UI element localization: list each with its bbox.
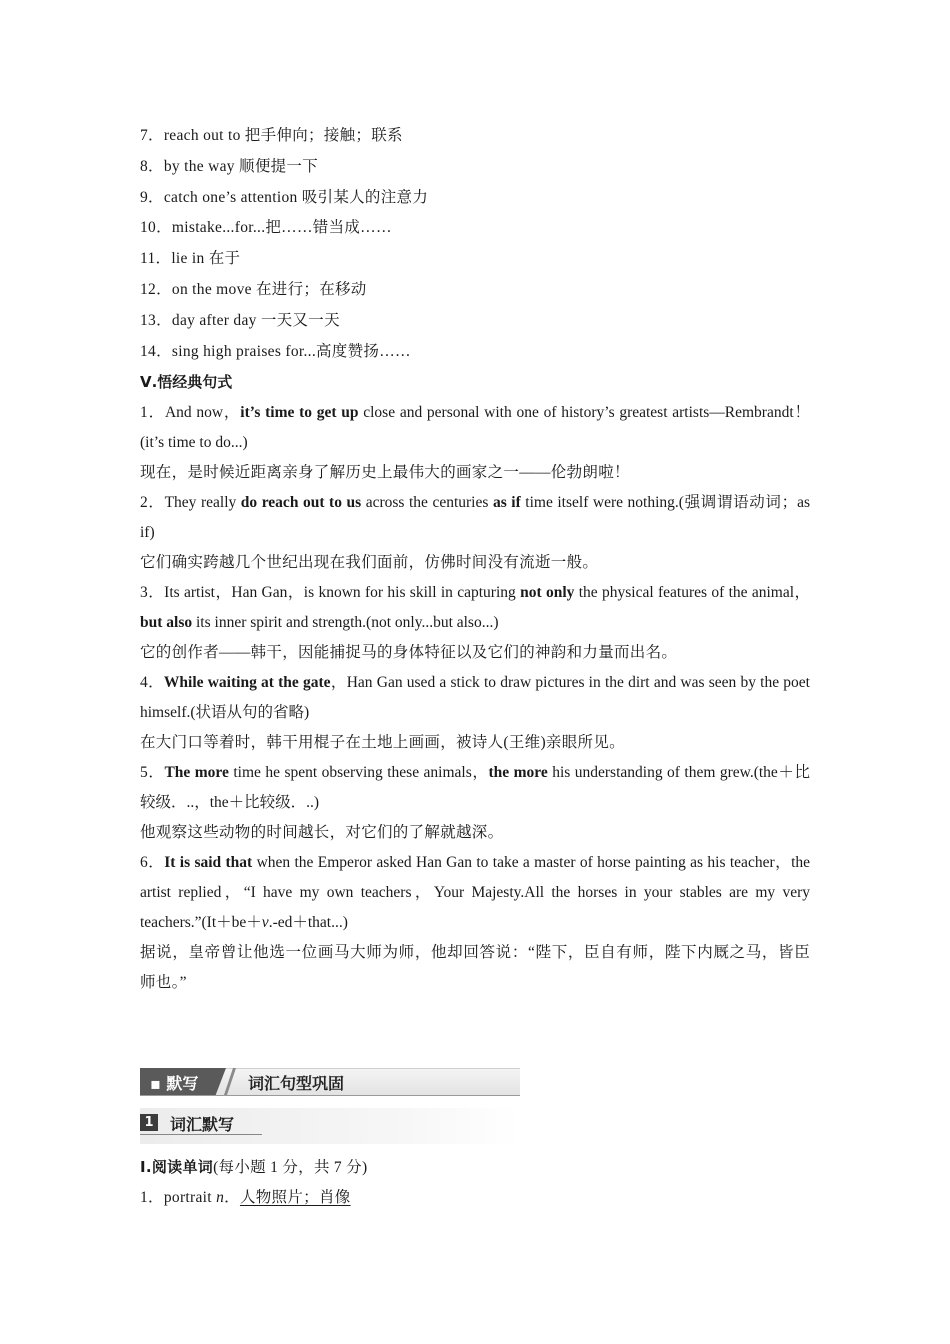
section-banner bbox=[140, 1066, 520, 1096]
sentence-2-zh: 它们确实跨越几个世纪出现在我们面前，仿佛时间没有流逝一般。 bbox=[140, 554, 599, 572]
sentence-5-en: 5．The more time he spent observing these animals，the more his understanding of them grew.(the＋比较级．..，the＋比较级．..) bbox=[140, 764, 810, 812]
answer-text: 人物照片；肖像 bbox=[239, 1188, 351, 1206]
exercise-item-1: 1．portrait n．人物照片；肖像 bbox=[140, 1188, 351, 1206]
sentence-4-zh: 在大门口等着时，韩干用棍子在土地上画画，被诗人(王维)亲眼所见。 bbox=[140, 734, 625, 752]
sentence-3-zh: 它的创作者——韩干，因能捕捉马的身体特征以及它们的神韵和力量而出名。 bbox=[140, 644, 678, 662]
number-badge-icon: 1 bbox=[140, 1114, 158, 1131]
phrase-item-9: 9．catch one’s attention 吸引某人的注意力 bbox=[140, 188, 429, 206]
phrase-item-10: 10．mistake...for...把……错当成…… bbox=[140, 219, 392, 237]
sentence-4-en: 4．While waiting at the gate，Han Gan used a stick to draw pictures in the dirt and was seen by the poet himself.(状语从句的省略) bbox=[140, 674, 810, 722]
document-body bbox=[140, 121, 810, 998]
banner-right-label: 词汇句型巩固 bbox=[248, 1074, 345, 1093]
exercise-heading: Ⅰ.阅读单词(每小题 1 分，共 7 分) bbox=[140, 1158, 368, 1176]
phrase-item-8: 8．by the way 顺便提一下 bbox=[140, 157, 319, 175]
sentence-5-zh: 他观察这些动物的时间越长，对它们的了解就越深。 bbox=[140, 824, 504, 842]
sub-section-header bbox=[140, 1108, 520, 1144]
phrase-item-7: 7．reach out to 把手伸向；接触；联系 bbox=[140, 127, 403, 144]
phrase-item-14: 14．sing high praises for...高度赞扬…… bbox=[140, 342, 411, 360]
phrase-item-12: 12．on the move 在进行；在移动 bbox=[140, 280, 367, 298]
exercise-section bbox=[140, 1152, 810, 1214]
sentence-3-en: 3．Its artist，Han Gan，is known for his skill in capturing not only the physical features of the animal，but also its inner spirit and strength.(not only...but also...) bbox=[140, 584, 810, 632]
phrase-item-11: 11．lie in 在于 bbox=[140, 250, 241, 268]
sentence-1-zh: 现在，是时候近距离亲身了解历史上最伟大的画家之一——伦勃朗啦！ bbox=[140, 464, 630, 482]
sentence-1-en: 1．And now，it’s time to get up close and personal with one of history’s greatest artists—Rembrandt！(it’s time to do...) bbox=[140, 404, 811, 452]
section-heading bbox=[140, 367, 810, 398]
section-title: Ⅴ.悟经典句式 bbox=[140, 373, 233, 392]
phrase-item-13: 13．day after day 一天又一天 bbox=[140, 311, 340, 329]
sentence-6-zh: 据说，皇帝曾让他选一位画马大师为师，他却回答说：“陛下，臣自有师，陛下内厩之马，皆臣师也。” bbox=[140, 944, 810, 992]
sentence-6-en: 6．It is said that when the Emperor asked Han Gan to take a master of horse painting as his teacher，the artist replied，“I have my own teachers，Your Majesty.All the horses in your stables are my very teachers.”(It＋be＋v.-ed＋that...) bbox=[140, 854, 811, 932]
sentence-2-en: 2．They really do reach out to us across the centuries as if time itself were nothing.(强调谓语动词；as if) bbox=[140, 494, 811, 542]
banner-left-label: ▪ 默写 bbox=[150, 1074, 199, 1093]
sub-section-label: 词汇默写 bbox=[170, 1115, 235, 1134]
